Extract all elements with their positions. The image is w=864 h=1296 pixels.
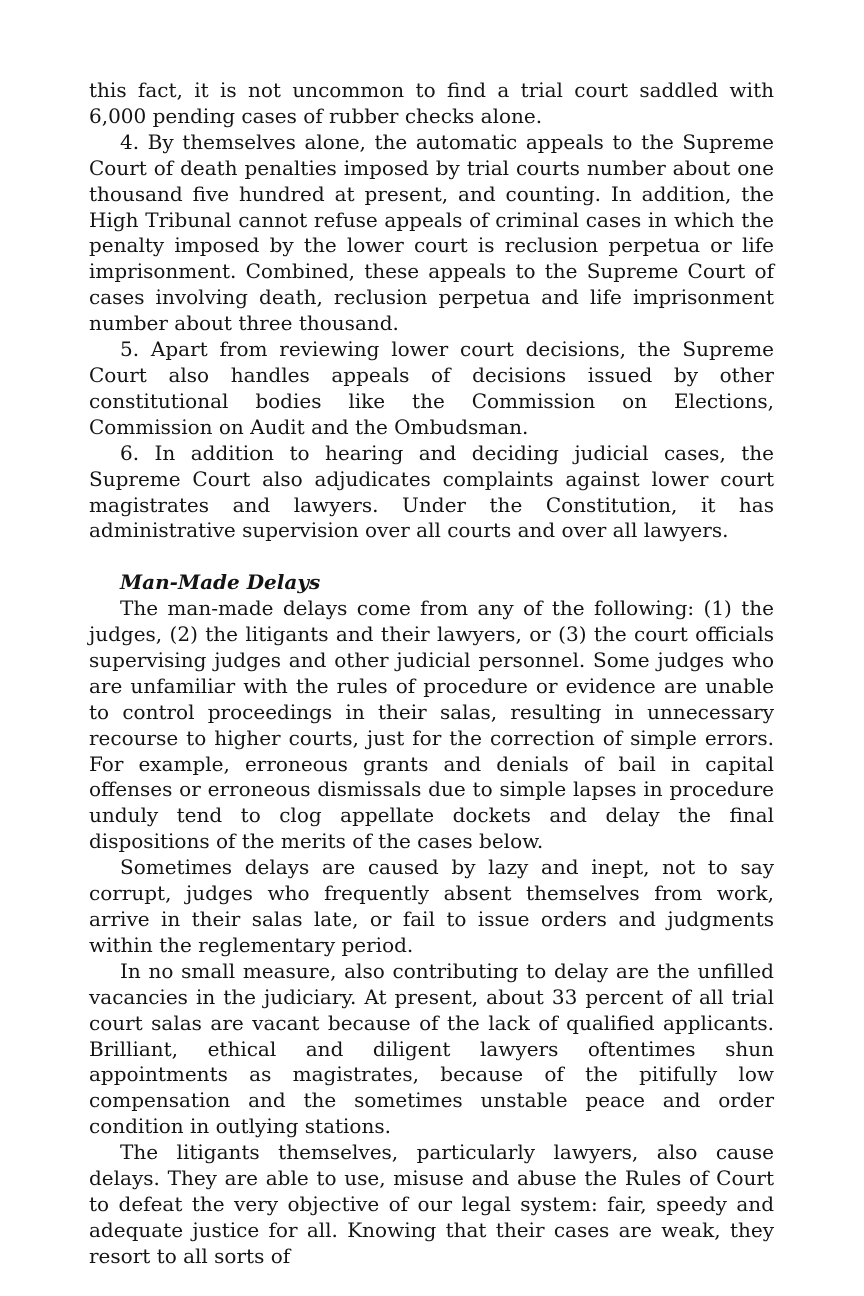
paragraph-3: In no small measure, also contributing to delay are the unfilled vacancies in the judiciary. At present, about 33 percent of all trial court salas are vacant because of the lack of qualified applicants. Brilliant, ethical and diligent lawyers oftentimes shun appointments as magistrates, because of the pitifully low compensation and the sometimes unstable peace and order condition in outlying stations. [89, 958, 774, 1139]
paragraph-2: Sometimes delays are caused by lazy and inept, not to say corrupt, judges who frequently absent themselves from work, arrive in their salas late, or fail to issue orders and judgments within the reglementary period. [89, 855, 774, 957]
continuation-paragraph: this fact, it is not uncommon to find a trial court saddled with 6,000 pending cases of rubber checks alone. [89, 78, 774, 128]
list-item-6: 6. In addition to hearing and deciding judicial cases, the Supreme Court also adjudicates complaints against lower court magistrates and lawyers. Under the Constitution, it has administrative supervision over all courts and over all lawyers. [89, 440, 774, 543]
document-page [89, 78, 774, 1270]
list-item-4: 4. By themselves alone, the automatic appeals to the Supreme Court of death penalties imposed by trial courts number about one thousand five hundred at present, and counting. In addition, the High Tribunal cannot refuse appeals of criminal cases in which the penalty imposed by the lower court is reclusion perpetua or life imprisonment. Combined, these appeals to the Supreme Court of cases involving death, reclusion perpetua and life imprisonment number about three thousand. [89, 129, 774, 336]
paragraph-4: The litigants themselves, particularly lawyers, also cause delays. They are able to use, misuse and abuse the Rules of Court to defeat the very objective of our legal system: fair, speedy and adequate justice for all. Knowing that their cases are weak, they resort to all sorts of [89, 1140, 774, 1268]
section-heading: Man-Made Delays [120, 570, 321, 595]
list-item-5: 5. Apart from reviewing lower court decisions, the Supreme Court also handles appeals of decisions issued by other constitutional bodies like the Commission on Elections, Commission on Audit and the Ombudsman. [89, 337, 774, 439]
paragraph-1: The man-made delays come from any of the following: (1) the judges, (2) the litigants and their lawyers, or (3) the court officials supervising judges and other judicial personnel. Some judges who are unfamiliar with the rules of procedure or evidence are unable to control proceedings in their salas, resulting in unnecessary recourse to higher courts, just for the correction of simple errors. For example, erroneous grants and denials of bail in capital offenses or erroneous dismissals due to simple lapses in procedure unduly tend to clog appellate dockets and delay the final dispositions of the merits of the cases below. [89, 596, 774, 854]
